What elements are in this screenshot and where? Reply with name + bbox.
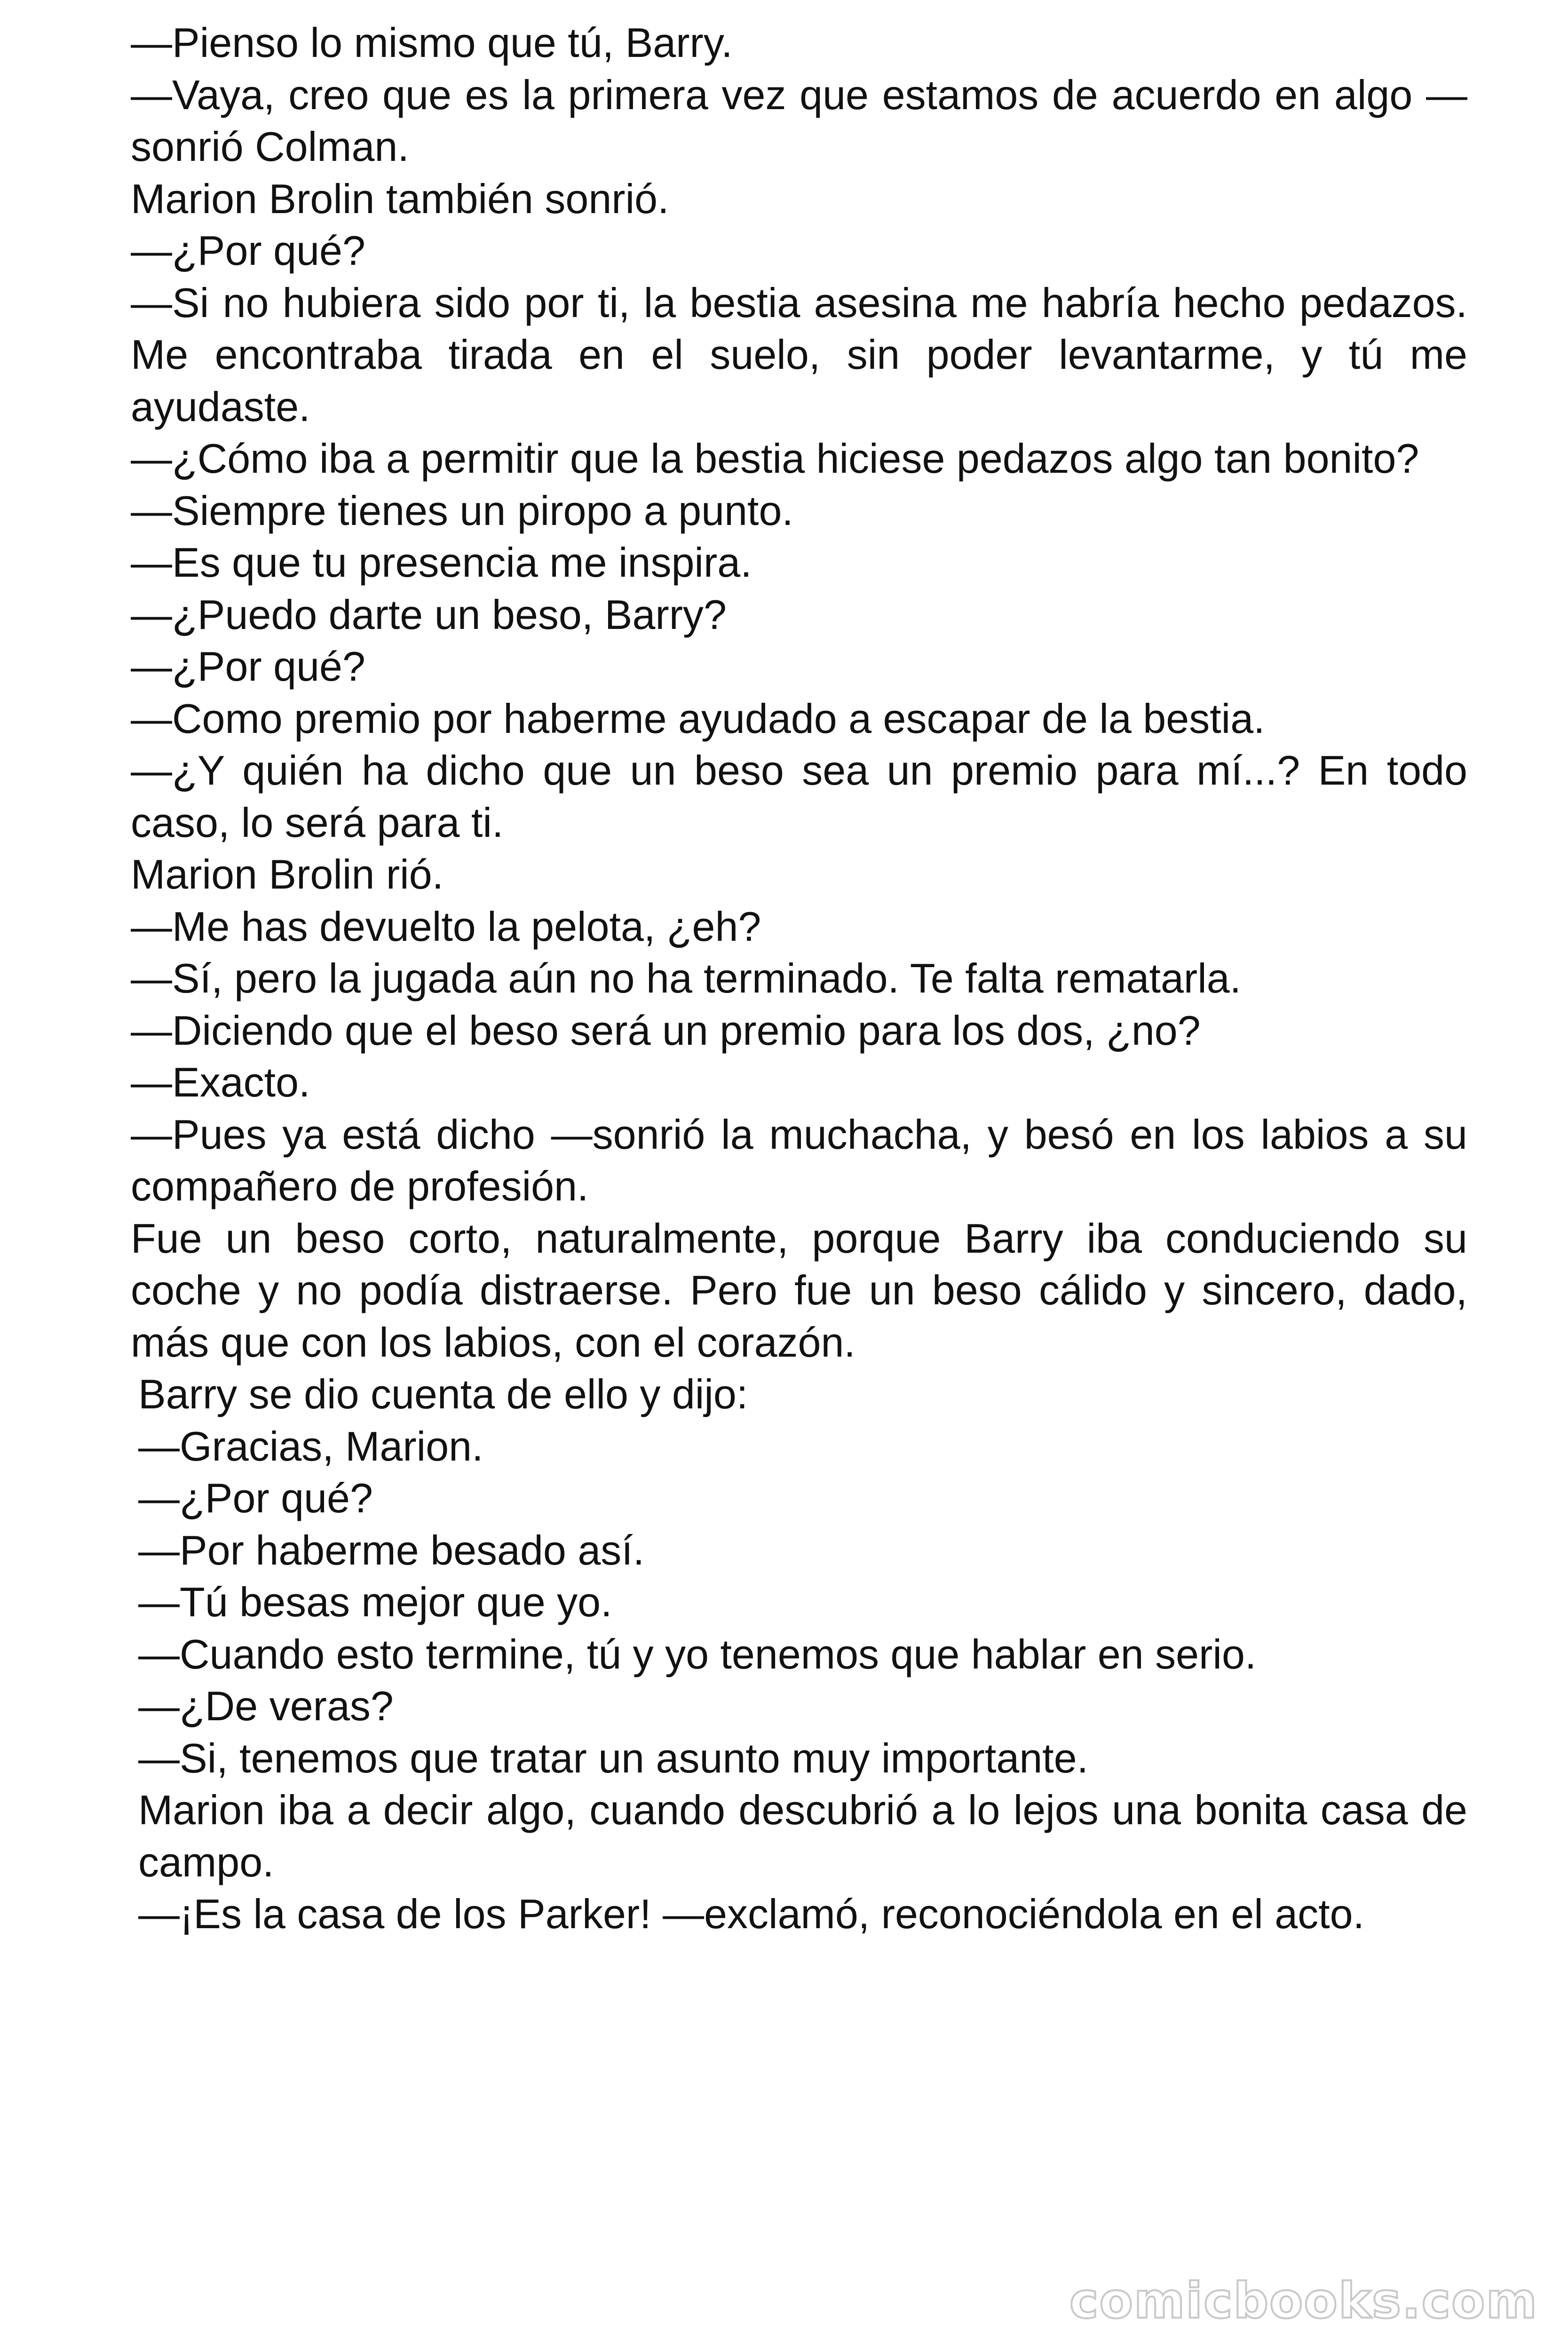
paragraph: Marion Brolin rió. xyxy=(131,851,444,898)
paragraph: —¿De veras? xyxy=(138,1683,394,1729)
paragraph: —Pues ya está dicho —sonrió la muchacha, y besó en los labios a su compañero de profesión. xyxy=(131,1111,1467,1209)
body-text xyxy=(131,17,1467,1940)
paragraph: —Gracias, Marion. xyxy=(138,1422,483,1470)
paragraph: —¿Por qué? xyxy=(131,227,365,274)
paragraph: Marion Brolin también sonrió. xyxy=(131,175,669,222)
paragraph: —Cuando esto termine, tú y yo tenemos que hablar en serio. xyxy=(138,1630,1257,1677)
paragraph: Barry se dio cuenta de ello y dijo: xyxy=(138,1371,748,1417)
paragraph: Fue un beso corto, naturalmente, porque Barry iba conduciendo su coche y no podía distraerse. Pero fue un beso cálido y sincero, dado, más que con los labios, con el corazón. xyxy=(131,1215,1467,1366)
paragraph: —Si no hubiera sido por ti, la bestia asesina me habría hecho pedazos. Me encontraba tirada en el suelo, sin poder levantarme, y tú me ayudaste. xyxy=(131,279,1467,430)
paragraph: —¿Y quién ha dicho que un beso sea un premio para mí...? En todo caso, lo será para ti. xyxy=(131,747,1467,846)
paragraph: —¿Cómo iba a permitir que la bestia hiciese pedazos algo tan bonito? xyxy=(131,435,1419,482)
paragraph: —¿Por qué? xyxy=(131,643,365,690)
site-watermark: comicbooks.com xyxy=(1069,2272,1538,2329)
paragraph: —Exacto. xyxy=(131,1059,310,1105)
paragraph: —¿Puedo darte un beso, Barry? xyxy=(131,591,727,638)
paragraph: —Vaya, creo que es la primera vez que estamos de acuerdo en algo —sonrió Colman. xyxy=(131,71,1467,170)
paragraph: —Siempre tienes un piropo a punto. xyxy=(131,487,793,534)
paragraph: —Pienso lo mismo que tú, Barry. xyxy=(131,19,733,66)
paragraph: —Si, tenemos que tratar un asunto muy importante. xyxy=(138,1734,1089,1781)
paragraph: —Sí, pero la jugada aún no ha terminado. Te falta rematarla. xyxy=(131,955,1242,1001)
paragraph: Marion iba a decir algo, cuando descubrió a lo lejos una bonita casa de campo. xyxy=(138,1787,1467,1885)
paragraph: —Como premio por haberme ayudado a escapar de la bestia. xyxy=(131,695,1265,742)
paragraph: —Tú besas mejor que yo. xyxy=(138,1579,612,1625)
paragraph: —¿Por qué? xyxy=(138,1475,373,1521)
paragraph: —Me has devuelto la pelota, ¿eh? xyxy=(131,903,761,950)
paragraph: —Es que tu presencia me inspira. xyxy=(131,539,752,586)
paragraph: —¡Es la casa de los Parker! —exclamó, reconociéndola en el acto. xyxy=(138,1891,1365,1937)
paragraph: —Diciendo que el beso será un premio para los dos, ¿no? xyxy=(131,1007,1201,1054)
paragraph: —Por haberme besado así. xyxy=(138,1526,645,1573)
